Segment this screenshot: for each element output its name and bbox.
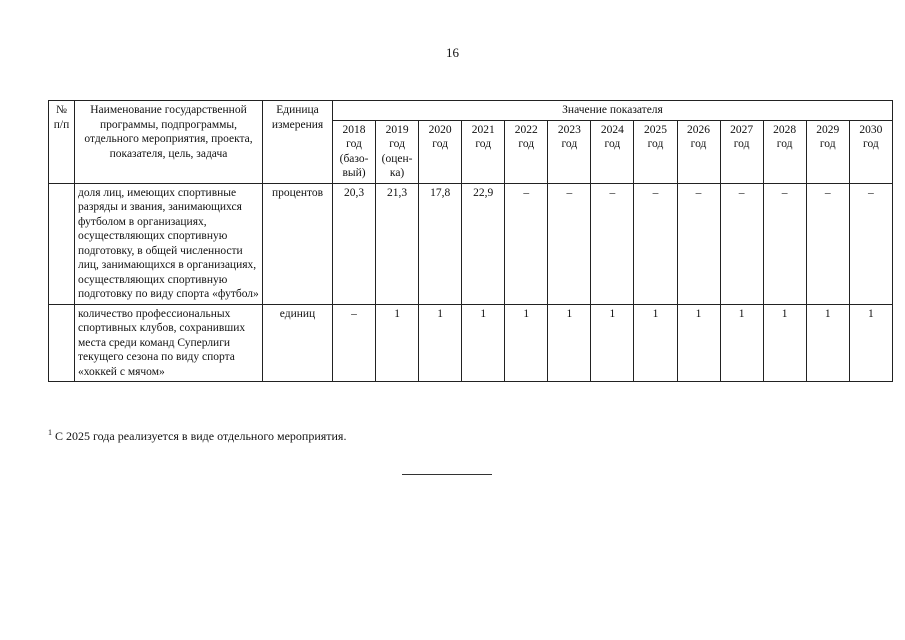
row-value: 1 <box>806 304 849 382</box>
row-value: 17,8 <box>419 183 462 304</box>
header-year: 2029 год <box>806 120 849 183</box>
row-num <box>49 183 75 304</box>
row-value: – <box>333 304 376 382</box>
row-value: – <box>591 183 634 304</box>
header-year: 2022 год <box>505 120 548 183</box>
row-value: – <box>677 183 720 304</box>
header-year: 2025 год <box>634 120 677 183</box>
header-year: 2020 год <box>419 120 462 183</box>
footnote <box>48 428 346 444</box>
footnote-marker: 1 <box>48 428 52 437</box>
header-year: 2030 год <box>849 120 892 183</box>
row-value: 21,3 <box>376 183 419 304</box>
row-value: – <box>634 183 677 304</box>
row-value: 1 <box>720 304 763 382</box>
row-name: количество профессиональных спортивных клубов, сохранивших места среди команд Суперлиги текущего сезона по виду спорта «хоккей с мячом» <box>75 304 263 382</box>
header-year: 2018 год (базо-вый) <box>333 120 376 183</box>
header-unit: Единица измерения <box>263 101 333 184</box>
page-number: 16 <box>446 45 459 60</box>
header-year: 2023 год <box>548 120 591 183</box>
table-row <box>49 183 893 304</box>
row-value: – <box>548 183 591 304</box>
row-value: 1 <box>591 304 634 382</box>
header-num: № п/п <box>49 101 75 184</box>
row-value: 1 <box>677 304 720 382</box>
header-value-group: Значение показателя <box>333 101 893 121</box>
row-unit: единиц <box>263 304 333 382</box>
row-value: – <box>720 183 763 304</box>
row-num <box>49 304 75 382</box>
header-year: 2026 год <box>677 120 720 183</box>
header-year: 2021 год <box>462 120 505 183</box>
row-value: – <box>806 183 849 304</box>
header-year: 2019 год (оцен-ка) <box>376 120 419 183</box>
header-name: Наименование государственной программы, подпрограммы, отдельного мероприятия, проекта, показателя, цель, задача <box>75 101 263 184</box>
row-value: 1 <box>462 304 505 382</box>
row-value: 1 <box>505 304 548 382</box>
end-divider <box>402 474 492 475</box>
indicators-table <box>48 100 893 382</box>
row-value: – <box>505 183 548 304</box>
header-row-top <box>49 101 893 121</box>
row-unit: процентов <box>263 183 333 304</box>
row-value: – <box>849 183 892 304</box>
row-value: 1 <box>376 304 419 382</box>
row-value: 1 <box>548 304 591 382</box>
row-value: – <box>763 183 806 304</box>
header-year: 2028 год <box>763 120 806 183</box>
row-value: 20,3 <box>333 183 376 304</box>
row-name: доля лиц, имеющих спортивные разряды и звания, занимающихся футболом в организациях, осуществляющих спортивную подготовку, в общей численности лиц, занимающихся в организациях, осуществляющих спортивную подготовку по виду спорта «футбол» <box>75 183 263 304</box>
row-value: 1 <box>419 304 462 382</box>
row-value: 1 <box>763 304 806 382</box>
header-year: 2027 год <box>720 120 763 183</box>
row-value: 22,9 <box>462 183 505 304</box>
footnote-text: С 2025 года реализуется в виде отдельного мероприятия. <box>55 429 347 443</box>
row-value: 1 <box>634 304 677 382</box>
header-year: 2024 год <box>591 120 634 183</box>
table-row <box>49 304 893 382</box>
row-value: 1 <box>849 304 892 382</box>
